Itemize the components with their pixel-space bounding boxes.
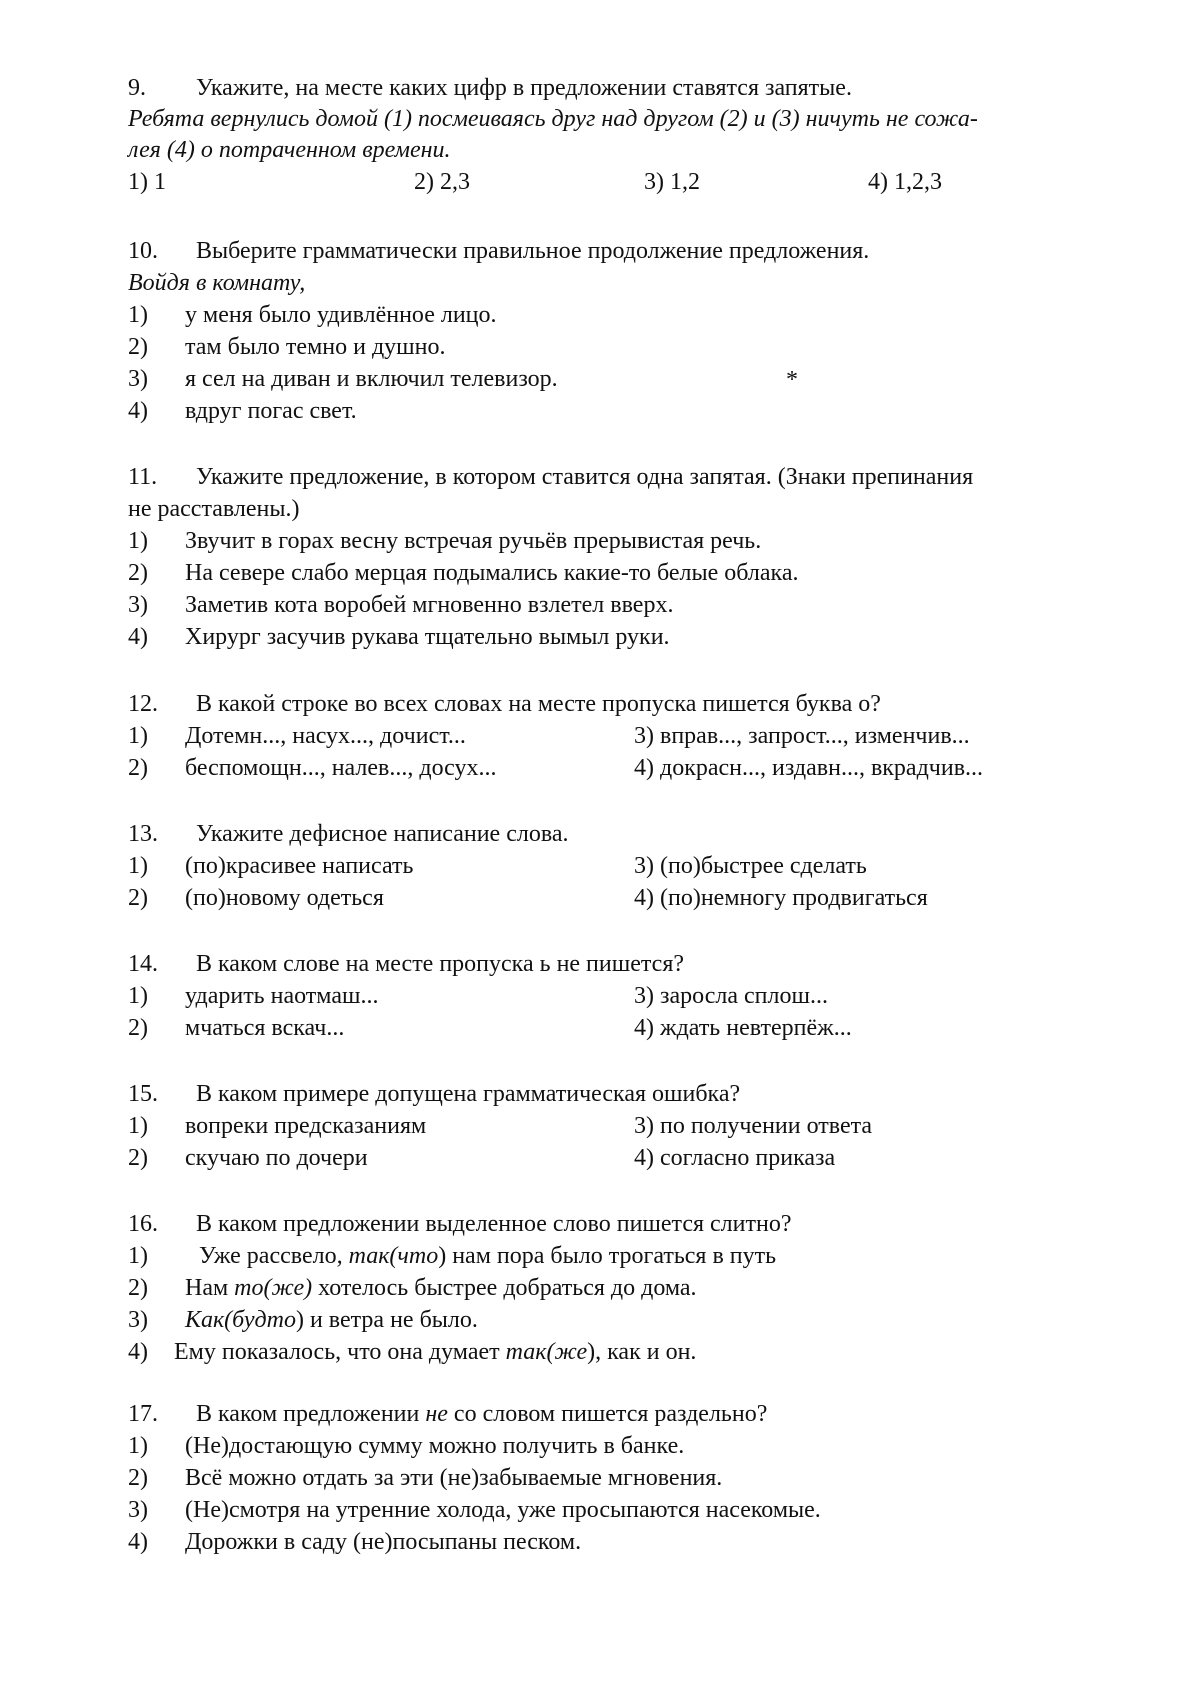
question-title: В какой строке во всех словах на месте пропуска пишется буква о? — [196, 691, 881, 717]
sentence-stem: Войдя в комнату, — [128, 270, 306, 296]
question-title: Выберите грамматически правильное продолжение предложения. — [196, 238, 870, 264]
answer-options-row — [128, 720, 1128, 752]
example-sentence-line-1: Ребята вернулись домой (1) посмеиваясь друг над другом (2) и (3) ничуть не сожа- — [128, 106, 978, 132]
question-number: 16. — [128, 1211, 158, 1237]
option-number: 3) — [128, 592, 148, 618]
option-number: 2) — [128, 885, 148, 911]
question-number: 15. — [128, 1081, 158, 1107]
option-text — [199, 1240, 776, 1272]
text-part: со словом пишется раздельно? — [447, 1401, 768, 1427]
option-text: Всё можно отдать за эти (не)забываемые мгновения. — [185, 1465, 723, 1491]
answer-option — [128, 589, 1128, 621]
answer-option — [128, 557, 1128, 589]
answer-option — [128, 1240, 1128, 1272]
text-part: хотелось быстрее добраться до дома. — [312, 1275, 697, 1301]
answer-option — [128, 525, 1128, 557]
answer-option: 2) 2,3 — [414, 169, 470, 195]
option-text: Хирург засучив рукава тщательно вымыл руки. — [185, 624, 670, 650]
question-number: 10. — [128, 238, 158, 264]
question-12 — [128, 688, 1128, 784]
question-header — [128, 72, 1128, 104]
answer-option: 4) ждать невтерпёж... — [634, 1015, 852, 1041]
text-part: ) и ветра не было. — [295, 1307, 478, 1333]
option-number: 2) — [128, 1275, 148, 1301]
option-text: Заметив кота воробей мгновенно взлетел вверх. — [185, 592, 674, 618]
answer-options-row — [128, 1012, 1128, 1044]
option-text: вдруг погас свет. — [185, 398, 357, 424]
question-number: 9. — [128, 75, 146, 101]
option-text: мчаться вскач... — [185, 1015, 345, 1041]
answer-options-row — [128, 166, 1128, 198]
option-number: 1) — [128, 1433, 148, 1459]
question-title: Укажите предложение, в котором ставится одна запятая. (Знаки препинания — [196, 464, 974, 490]
highlighted-word: то(же) — [234, 1275, 313, 1301]
answer-option — [128, 1304, 1128, 1336]
question-title: В каком слове на месте пропуска ь не пишется? — [196, 951, 685, 977]
question-15 — [128, 1078, 1128, 1174]
answer-option — [128, 331, 1128, 363]
option-text: (по)красивее написать — [185, 853, 414, 879]
answer-option: 3) вправ..., запрост..., изменчив... — [634, 723, 970, 749]
answer-option: 1) 1 — [128, 169, 166, 195]
question-number: 14. — [128, 951, 158, 977]
option-number: 1) — [128, 1113, 148, 1139]
answer-option: 3) по получении ответа — [634, 1113, 873, 1139]
question-number: 17. — [128, 1401, 158, 1427]
text-part: Нам — [185, 1275, 235, 1301]
question-14 — [128, 948, 1128, 1044]
question-header — [128, 688, 1128, 720]
option-text: у меня было удивлённое лицо. — [185, 302, 497, 328]
answer-options-row — [128, 882, 1128, 914]
option-text — [185, 1272, 697, 1304]
answer-option — [128, 1526, 1128, 1558]
answer-options-row — [128, 980, 1128, 1012]
option-number: 3) — [128, 1497, 148, 1523]
text-part: Уже рассвело — [199, 1243, 337, 1269]
question-16 — [128, 1208, 1128, 1368]
option-number: 1) — [128, 723, 148, 749]
option-number: 1) — [128, 983, 148, 1009]
option-text — [174, 1336, 696, 1368]
question-header — [128, 1208, 1128, 1240]
option-number: 1) — [128, 853, 148, 879]
answer-option: 3) 1,2 — [644, 169, 700, 195]
answer-option: 4) согласно приказа — [634, 1145, 836, 1171]
answer-option: 3) (по)быстрее сделать — [634, 853, 867, 879]
answer-option — [128, 1336, 1128, 1368]
answer-option — [128, 621, 1128, 653]
example-sentence-line-2: лея (4) о потраченном времени. — [128, 137, 451, 163]
question-number: 13. — [128, 821, 158, 847]
option-number: 3) — [128, 1307, 148, 1333]
option-text: беспомощн..., налев..., досух... — [185, 755, 497, 781]
option-number: 2) — [128, 1465, 148, 1491]
option-text: Дотемн..., насух..., дочист... — [185, 723, 466, 749]
answer-option — [128, 1462, 1128, 1494]
option-text: ударить наотмаш... — [185, 983, 379, 1009]
answer-option: 4) (по)немногу продвигаться — [634, 885, 928, 911]
question-title — [196, 1401, 767, 1427]
option-text: На севере слабо мерцая подымались какие-то белые облака. — [185, 560, 799, 586]
option-number: 4) — [128, 398, 148, 424]
question-header — [128, 1398, 1128, 1430]
option-text: вопреки предсказаниям — [185, 1113, 427, 1139]
asterisk-mark: * — [786, 367, 798, 393]
option-text: скучаю по дочери — [185, 1145, 368, 1171]
option-number: 2) — [128, 755, 148, 781]
answer-option — [128, 1272, 1128, 1304]
question-header — [128, 461, 1128, 493]
option-number: 1) — [128, 528, 148, 554]
answer-option: 3) заросла сплош... — [634, 983, 828, 1009]
answer-options-row — [128, 1142, 1128, 1174]
question-header — [128, 235, 1128, 267]
option-number: 2) — [128, 1145, 148, 1171]
option-text: Звучит в горах весну встречая ручьёв прерывистая речь. — [185, 528, 762, 554]
text-part: В каком предложении — [196, 1401, 426, 1427]
text-part: ), как и он. — [587, 1339, 697, 1365]
question-header — [128, 818, 1128, 850]
answer-option — [128, 395, 1128, 427]
highlighted-word: так(же — [505, 1339, 588, 1365]
question-17 — [128, 1398, 1128, 1558]
option-number: 2) — [128, 560, 148, 586]
option-number: 4) — [128, 1529, 148, 1555]
question-number: 11. — [128, 464, 158, 490]
question-9 — [128, 72, 1128, 198]
option-number: 3) — [128, 366, 148, 392]
question-title: В каком предложении выделенное слово пишется слитно? — [196, 1211, 792, 1237]
question-10 — [128, 235, 1128, 427]
option-number: 1) — [128, 302, 148, 328]
option-text: там было темно и душно. — [185, 334, 446, 360]
option-text: (Не)достающую сумму можно получить в банке. — [185, 1433, 685, 1459]
option-number: 2) — [128, 334, 148, 360]
option-text: я сел на диван и включил телевизор. — [185, 366, 558, 392]
question-title: Укажите, на месте каких цифр в предложении ставятся запятые. — [196, 75, 852, 101]
option-number: 2) — [128, 1015, 148, 1041]
option-number: 4) — [128, 624, 148, 650]
text-part: ) нам пора было трогаться в путь — [438, 1243, 777, 1269]
answer-option: 4) 1,2,3 — [868, 169, 942, 195]
option-number: 1) — [128, 1243, 148, 1269]
answer-options-row — [128, 1110, 1128, 1142]
option-text: (по)новому одеться — [185, 885, 384, 911]
question-number: 12. — [128, 691, 158, 717]
question-title-continuation: не расставлены.) — [128, 496, 300, 522]
highlighted-word: , так(что — [336, 1243, 439, 1269]
question-title: В каком примере допущена грамматическая ошибка? — [196, 1081, 741, 1107]
answer-options-row — [128, 850, 1128, 882]
answer-option — [128, 1430, 1128, 1462]
question-11 — [128, 461, 1128, 653]
question-title: Укажите дефисное написание слова. — [196, 821, 569, 847]
text-part: Ему показалось, что она думает — [174, 1339, 506, 1365]
question-13 — [128, 818, 1128, 914]
answer-option — [128, 299, 1128, 331]
option-text — [185, 1304, 478, 1336]
answer-option — [128, 363, 1128, 395]
answer-option: 4) докрасн..., издавн..., вкрадчив... — [634, 755, 984, 781]
option-text: Дорожки в саду (не)посыпаны песком. — [185, 1529, 582, 1555]
question-header — [128, 948, 1128, 980]
question-header — [128, 1078, 1128, 1110]
highlighted-word: Как(будто — [185, 1307, 296, 1333]
option-text: (Не)смотря на утренние холода, уже просыпаются насекомые. — [185, 1497, 821, 1523]
answer-options-row — [128, 752, 1128, 784]
option-number: 4) — [128, 1339, 148, 1365]
answer-option — [128, 1494, 1128, 1526]
highlighted-word: не — [425, 1401, 448, 1427]
